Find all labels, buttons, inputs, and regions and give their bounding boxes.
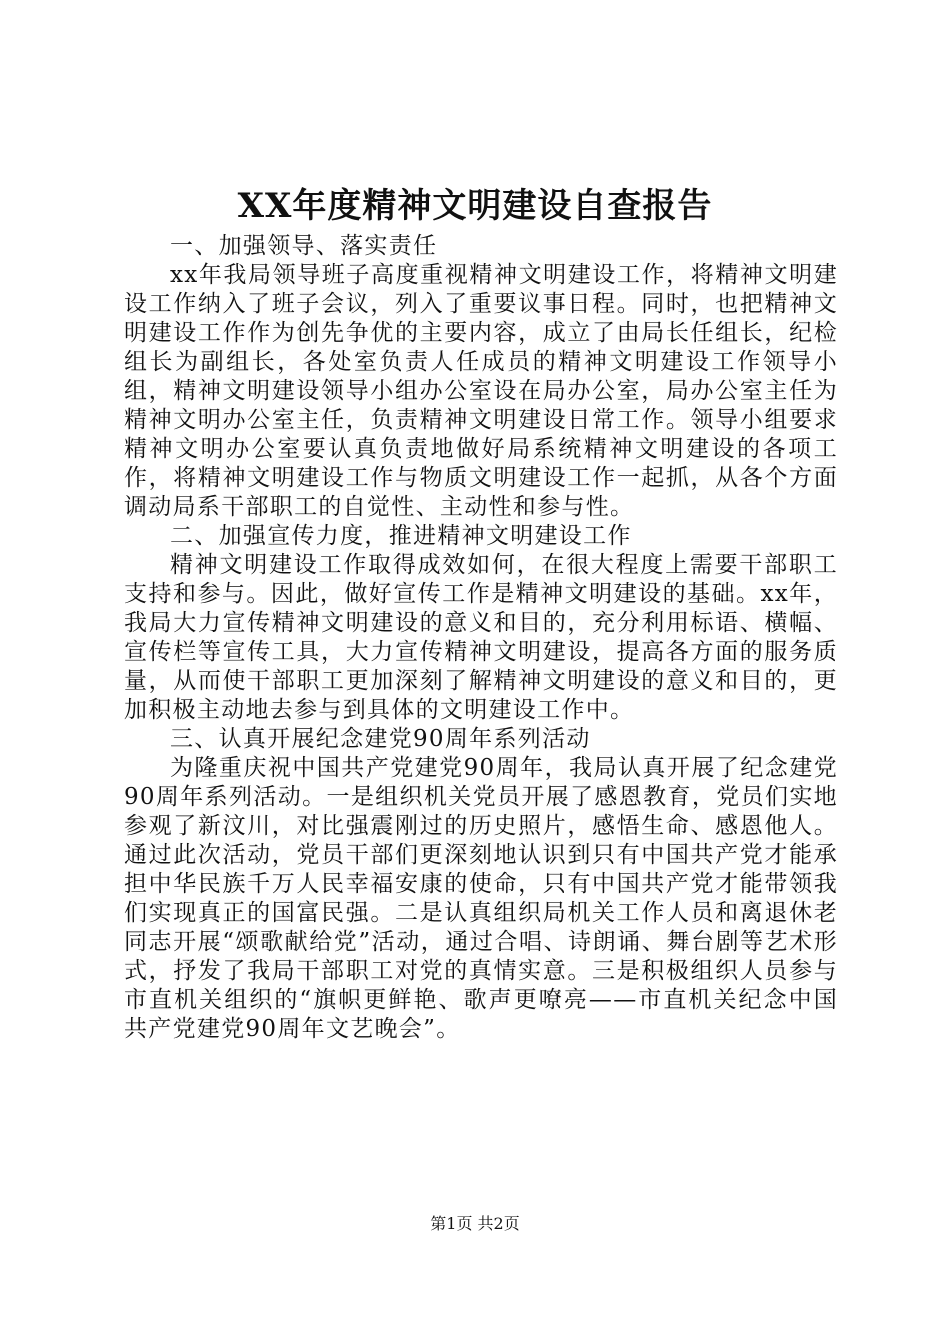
section-heading-3: 三、认真开展纪念建党90周年系列活动 — [170, 726, 591, 752]
section-paragraph-2: 精神文明建设工作取得成效如何，在很大程度上需要干部职工支持和参与。因此，做好宣传工作是精神文明建设的基础。xx年，我局大力宣传精神文明建设的意义和目的，充分利用标语、横幅、宣传栏等宣传工具，大力宣传精神文明建设，提高各方面的服务质量，从而使干部职工更加深刻了解精神文明建设的意义和目的，更加积极主动地去参与到具体的文明建设工作中。 — [124, 552, 838, 723]
section-heading-2: 二、加强宣传力度，推进精神文明建设工作 — [170, 523, 632, 549]
section-paragraph-3: 为隆重庆祝中国共产党建党90周年，我局认真开展了纪念建党90周年系列活动。一是组织机关党员开展了感恩教育，党员们实地参观了新汶川，对比强震刚过的历史照片，感悟生命、感恩他人。通过此次活动，党员干部们更深刻地认识到只有中国共产党才能承担中华民族千万人民幸福安康的使命，只有中国共产党才能带领我们实现真正的国富民强。二是认真组织局机关工作人员和离退休老同志开展“颂歌献给党”活动，通过合唱、诗朗诵、舞台剧等艺术形式，抒发了我局干部职工对党的真情实意。三是积极组织人员参与市直机关组织的“旗帜更鲜艳、歌声更嘹亮——市直机关纪念中国共产党建党90周年文艺晚会”。 — [124, 755, 838, 1042]
section-heading-1: 一、加强领导、落实责任 — [170, 233, 438, 259]
document-body — [124, 232, 838, 1044]
page-number-footer: 第1页 共2页 — [430, 1214, 520, 1233]
section-paragraph-1: xx年我局领导班子高度重视精神文明建设工作，将精神文明建设工作纳入了班子会议，列入了重要议事日程。同时，也把精神文明建设工作作为创先争优的主要内容，成立了由局长任组长，纪检组长为副组长，各处室负责人任成员的精神文明建设工作领导小组，精神文明建设领导小组办公室设在局办公室，局办公室主任为精神文明办公室主任，负责精神文明建设日常工作。领导小组要求精神文明办公室要认真负责地做好局系统精神文明建设的各项工作，将精神文明建设工作与物质文明建设工作一起抓，从各个方面调动局系干部职工的自觉性、主动性和参与性。 — [124, 262, 838, 520]
document-title: XX年度精神文明建设自查报告 — [237, 186, 713, 226]
